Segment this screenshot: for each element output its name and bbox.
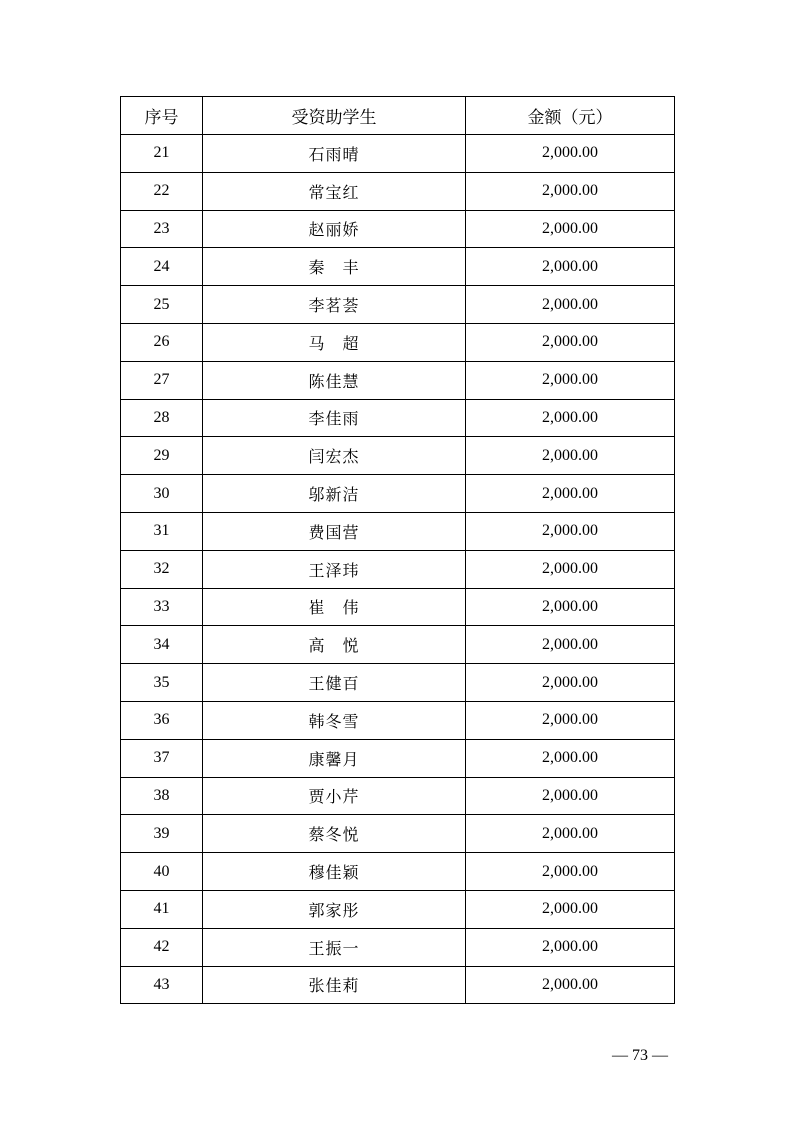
row-amount: 2,000.00 (466, 286, 675, 324)
row-student-name: 李茗荟 (203, 286, 466, 324)
row-index: 26 (121, 323, 203, 361)
row-amount: 2,000.00 (466, 323, 675, 361)
table-body (121, 135, 675, 1004)
table-row (121, 853, 675, 891)
table-row (121, 815, 675, 853)
row-student-name: 李佳雨 (203, 399, 466, 437)
table-row (121, 172, 675, 210)
table-row (121, 890, 675, 928)
row-index: 27 (121, 361, 203, 399)
row-index: 22 (121, 172, 203, 210)
table-row (121, 701, 675, 739)
row-index: 24 (121, 248, 203, 286)
row-student-name: 张佳莉 (203, 966, 466, 1004)
row-student-name: 赵丽娇 (203, 210, 466, 248)
row-student-name: 陈佳慧 (203, 361, 466, 399)
row-student-name: 高 悦 (203, 626, 466, 664)
row-index: 42 (121, 928, 203, 966)
header-index: 序号 (121, 97, 203, 135)
row-index: 30 (121, 475, 203, 513)
row-index: 40 (121, 853, 203, 891)
row-index: 21 (121, 135, 203, 173)
row-amount: 2,000.00 (466, 588, 675, 626)
row-student-name: 崔 伟 (203, 588, 466, 626)
row-amount: 2,000.00 (466, 739, 675, 777)
table-row (121, 550, 675, 588)
row-index: 37 (121, 739, 203, 777)
row-amount: 2,000.00 (466, 701, 675, 739)
row-student-name: 郭家彤 (203, 890, 466, 928)
row-index: 31 (121, 512, 203, 550)
row-amount: 2,000.00 (466, 437, 675, 475)
row-student-name: 秦 丰 (203, 248, 466, 286)
table-row (121, 739, 675, 777)
row-amount: 2,000.00 (466, 361, 675, 399)
table-row (121, 286, 675, 324)
row-student-name: 闫宏杰 (203, 437, 466, 475)
row-index: 33 (121, 588, 203, 626)
row-student-name: 邬新洁 (203, 475, 466, 513)
row-student-name: 韩冬雪 (203, 701, 466, 739)
row-amount: 2,000.00 (466, 890, 675, 928)
row-amount: 2,000.00 (466, 626, 675, 664)
page-number: — 73 — (612, 1047, 668, 1064)
row-amount: 2,000.00 (466, 512, 675, 550)
header-student: 受资助学生 (203, 97, 466, 135)
funding-table (120, 96, 675, 1004)
row-index: 38 (121, 777, 203, 815)
row-student-name: 贾小芹 (203, 777, 466, 815)
row-index: 28 (121, 399, 203, 437)
row-amount: 2,000.00 (466, 399, 675, 437)
row-index: 35 (121, 664, 203, 702)
table-header-row (121, 97, 675, 135)
row-student-name: 常宝红 (203, 172, 466, 210)
row-student-name: 费国营 (203, 512, 466, 550)
row-amount: 2,000.00 (466, 853, 675, 891)
table-row (121, 437, 675, 475)
row-index: 36 (121, 701, 203, 739)
table-row (121, 135, 675, 173)
row-student-name: 王泽玮 (203, 550, 466, 588)
row-index: 39 (121, 815, 203, 853)
table-row (121, 361, 675, 399)
row-amount: 2,000.00 (466, 135, 675, 173)
row-amount: 2,000.00 (466, 550, 675, 588)
row-student-name: 穆佳颖 (203, 853, 466, 891)
row-student-name: 马 超 (203, 323, 466, 361)
row-student-name: 石雨晴 (203, 135, 466, 173)
table-row (121, 664, 675, 702)
table-row (121, 210, 675, 248)
table-row (121, 323, 675, 361)
row-student-name: 蔡冬悦 (203, 815, 466, 853)
table-row (121, 966, 675, 1004)
row-student-name: 康馨月 (203, 739, 466, 777)
row-amount: 2,000.00 (466, 777, 675, 815)
row-amount: 2,000.00 (466, 966, 675, 1004)
table-row (121, 248, 675, 286)
row-index: 41 (121, 890, 203, 928)
table-row (121, 588, 675, 626)
row-student-name: 王健百 (203, 664, 466, 702)
row-index: 43 (121, 966, 203, 1004)
table-row (121, 626, 675, 664)
row-index: 34 (121, 626, 203, 664)
row-index: 32 (121, 550, 203, 588)
row-index: 23 (121, 210, 203, 248)
header-amount: 金额（元） (466, 97, 675, 135)
table-row (121, 399, 675, 437)
row-index: 25 (121, 286, 203, 324)
row-student-name: 王振一 (203, 928, 466, 966)
row-amount: 2,000.00 (466, 172, 675, 210)
table-row (121, 928, 675, 966)
row-amount: 2,000.00 (466, 928, 675, 966)
row-amount: 2,000.00 (466, 664, 675, 702)
table-row (121, 475, 675, 513)
row-amount: 2,000.00 (466, 248, 675, 286)
row-index: 29 (121, 437, 203, 475)
table-row (121, 512, 675, 550)
table-row (121, 777, 675, 815)
row-amount: 2,000.00 (466, 210, 675, 248)
row-amount: 2,000.00 (466, 815, 675, 853)
row-amount: 2,000.00 (466, 475, 675, 513)
